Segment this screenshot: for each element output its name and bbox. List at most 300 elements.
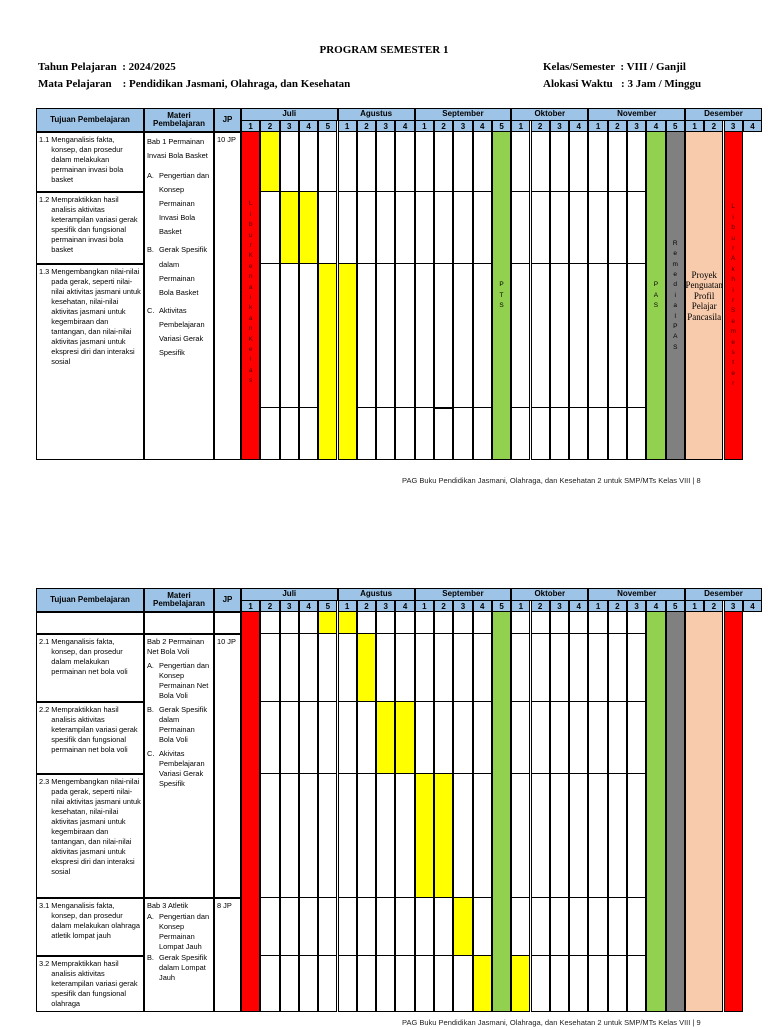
week-cell (415, 898, 434, 956)
week-cell (588, 702, 607, 774)
week-cell (531, 702, 550, 774)
materi-empty-row (144, 612, 214, 634)
week-cell (338, 956, 357, 1012)
week-block-yellow (260, 132, 279, 192)
week-cell (588, 408, 607, 460)
green-column (646, 612, 665, 1012)
libur-akhir-semester-label: L i b u r A k h i r S e m e s t e r (730, 203, 736, 388)
week-cell (608, 898, 627, 956)
week-cell (357, 408, 376, 460)
page-number: 8 (696, 476, 701, 485)
proyek-label: Proyek Penguatan Profil Pelajar Pancasila (685, 270, 723, 322)
jp-empty-row (214, 612, 241, 634)
week-block-yellow (338, 264, 357, 460)
week-cell (473, 612, 492, 634)
footer-page-1: PAG Buku Pendidikan Jasmani, Olahraga, dan Kesehatan 2 untuk SMP/MTs Kelas VIII | 8 (402, 476, 701, 485)
week-number: 3 (280, 120, 299, 132)
week-cell (280, 132, 299, 192)
footer-text: PAG Buku Pendidikan Jasmani, Olahraga, dan Kesehatan 2 untuk SMP/MTs Kelas VIII (402, 1018, 691, 1027)
tp-3-2 (36, 956, 144, 1012)
green-column (492, 612, 511, 1012)
week-cell (338, 702, 357, 774)
week-cell (357, 956, 376, 1012)
week-cell (588, 612, 607, 634)
week-block-yellow (299, 192, 318, 264)
week-cell (627, 702, 646, 774)
week-cell (376, 192, 395, 264)
week-cell (453, 132, 472, 192)
week-cell (395, 192, 414, 264)
week-cell (511, 192, 530, 264)
week-cell (434, 702, 453, 774)
week-cell (260, 774, 279, 898)
week-number: 1 (415, 600, 434, 612)
tp-number: 2.1 (39, 637, 50, 646)
week-number: 5 (492, 120, 511, 132)
week-block-yellow (318, 612, 337, 634)
week-cell (318, 634, 337, 702)
week-cell (415, 132, 434, 192)
week-cell (318, 132, 337, 192)
week-cell (531, 612, 550, 634)
week-number: 1 (511, 600, 530, 612)
week-cell (338, 192, 357, 264)
week-cell (511, 408, 530, 460)
month-header-juli: Juli (241, 588, 338, 601)
week-number: 4 (299, 600, 318, 612)
header-jp: JP (214, 108, 241, 132)
tp-number: 3.2 (39, 959, 50, 968)
week-cell (569, 774, 588, 898)
week-cell (453, 264, 472, 408)
week-cell (357, 898, 376, 956)
week-cell (376, 956, 395, 1012)
materi-item-letter: A. (147, 171, 154, 181)
week-number: 1 (241, 600, 260, 612)
week-number: 2 (357, 600, 376, 612)
month-header-agustus: Agustus (338, 108, 415, 121)
week-cell (608, 702, 627, 774)
week-number: 1 (338, 120, 357, 132)
week-number: 2 (434, 120, 453, 132)
week-number: 3 (453, 600, 472, 612)
week-number: 3 (724, 120, 743, 132)
week-cell (280, 634, 299, 702)
week-cell (260, 408, 279, 460)
week-cell (550, 264, 569, 408)
week-cell (550, 132, 569, 192)
header-tujuan: Tujuan Pembelajaran (36, 108, 144, 132)
week-block-yellow (280, 192, 299, 264)
week-cell (376, 264, 395, 408)
gray-column (666, 612, 685, 1012)
week-cell (280, 408, 299, 460)
week-cell (395, 264, 414, 408)
tp-number: 3.1 (39, 901, 50, 910)
week-cell (376, 898, 395, 956)
week-cell (550, 898, 569, 956)
week-cell (608, 408, 627, 460)
week-cell (608, 956, 627, 1012)
week-number: 2 (531, 120, 550, 132)
week-cell (531, 132, 550, 192)
week-cell (415, 192, 434, 264)
week-cell (608, 634, 627, 702)
week-cell (376, 612, 395, 634)
week-cell (260, 264, 279, 408)
week-number: 2 (531, 600, 550, 612)
week-cell (318, 192, 337, 264)
materi-bab-2 (144, 634, 214, 898)
week-cell (434, 192, 453, 264)
week-cell (627, 774, 646, 898)
week-cell (415, 264, 434, 408)
week-cell (318, 774, 337, 898)
week-cell (280, 612, 299, 634)
materi-bab-title: Bab 1 Permainan Invasi Bola Basket (147, 137, 208, 161)
week-cell (415, 702, 434, 774)
week-cell (299, 612, 318, 634)
month-header-november: November (588, 108, 685, 121)
week-cell (318, 702, 337, 774)
jp-bab-3: 8 JP (214, 898, 241, 1012)
header-materi: Materi Pembelajaran (144, 108, 214, 132)
materi-item-letter: C. (147, 748, 155, 758)
month-header-oktober: Oktober (511, 108, 588, 121)
week-number: 4 (743, 120, 762, 132)
materi-item (147, 912, 211, 952)
materi-item (147, 304, 211, 360)
week-cell (453, 192, 472, 264)
tp-text: Menganalisis fakta, konsep, dan prosedur dalam melakukan permainan net bola voli (51, 637, 128, 676)
week-cell (376, 774, 395, 898)
week-cell (511, 702, 530, 774)
week-number: 2 (434, 600, 453, 612)
week-number: 2 (608, 120, 627, 132)
week-cell (453, 634, 472, 702)
week-cell (453, 612, 472, 634)
tp-number: 2.2 (39, 705, 50, 714)
week-number: 3 (280, 600, 299, 612)
red-column (241, 612, 260, 1012)
week-cell (453, 702, 472, 774)
week-cell (531, 898, 550, 956)
week-number: 3 (376, 600, 395, 612)
week-number: 1 (685, 600, 704, 612)
week-number: 5 (666, 120, 685, 132)
week-cell (357, 192, 376, 264)
header-materi: Materi Pembelajaran (144, 588, 214, 612)
week-cell (473, 898, 492, 956)
month-header-september: September (415, 108, 512, 121)
week-cell (260, 898, 279, 956)
week-cell (531, 408, 550, 460)
week-cell (569, 264, 588, 408)
tp-text: Mengembangkan nilai-nilai pada gerak, seperti nilai-nilai aktivitas jasmani untuk kesehatan, nilai-nilai aktivitas jasmani untuk kegembiraan dan tantangan, dan nilai-nilai aktivitas jasmani untuk ekspresi diri dan interaksi sosial (51, 267, 141, 366)
week-cell (627, 264, 646, 408)
week-cell (280, 898, 299, 956)
kelas-semester: Kelas/Semester : VIII / Ganjil (543, 61, 686, 73)
week-cell (511, 774, 530, 898)
week-cell (299, 132, 318, 192)
materi-item-letter: B. (147, 245, 154, 255)
week-number: 2 (608, 600, 627, 612)
week-cell (453, 408, 472, 460)
week-cell (434, 132, 453, 192)
week-cell (550, 634, 569, 702)
materi-item (147, 705, 211, 745)
week-block-yellow (453, 898, 472, 956)
week-block-yellow (338, 612, 357, 634)
week-cell (357, 774, 376, 898)
week-cell (434, 956, 453, 1012)
week-cell (588, 132, 607, 192)
week-cell (627, 132, 646, 192)
week-cell (395, 774, 414, 898)
week-cell (473, 192, 492, 264)
week-cell (376, 132, 395, 192)
month-header-november: November (588, 588, 685, 601)
week-number: 4 (646, 120, 665, 132)
week-cell (357, 702, 376, 774)
materi-bab-1 (144, 132, 214, 460)
week-cell (395, 898, 414, 956)
week-number: 4 (473, 120, 492, 132)
week-cell (511, 264, 530, 408)
week-number: 5 (318, 600, 337, 612)
tp-number: 1.1 (39, 135, 50, 144)
week-cell (550, 192, 569, 264)
red-column (724, 612, 743, 1012)
week-block-yellow (357, 634, 376, 702)
week-cell (280, 774, 299, 898)
tp-2-3 (36, 774, 144, 898)
week-cell (473, 408, 492, 460)
materi-bab-title: Bab 3 Atletik (147, 901, 189, 910)
week-cell (531, 264, 550, 408)
week-cell (260, 702, 279, 774)
tp-text: Menganalisis fakta, konsep, dan prosedur dalam melakukan permainan invasi bola basket (51, 135, 124, 184)
week-cell (627, 956, 646, 1012)
week-cell (280, 956, 299, 1012)
jp-bab-1: 10 JP (214, 132, 241, 460)
week-number: 2 (260, 600, 279, 612)
week-cell (531, 192, 550, 264)
week-number: 3 (724, 600, 743, 612)
week-block-yellow (395, 702, 414, 774)
materi-item-letter: A. (147, 911, 154, 921)
month-header-juli: Juli (241, 108, 338, 121)
materi-item-text: Pengertian dan Konsep Permainan Net Bola Voli (159, 660, 210, 700)
week-cell (395, 634, 414, 702)
footer-text: PAG Buku Pendidikan Jasmani, Olahraga, dan Kesehatan 2 untuk SMP/MTs Kelas VIII (402, 476, 691, 485)
jp-bab-2: 10 JP (214, 634, 241, 898)
week-cell (608, 132, 627, 192)
materi-item-text: Pengertian dan Konsep Permainan Invasi Bola Basket (159, 171, 210, 237)
week-cell (588, 774, 607, 898)
week-number: 4 (395, 120, 414, 132)
week-cell (531, 956, 550, 1012)
header-jp: JP (214, 588, 241, 612)
tp-2-1 (36, 634, 144, 702)
week-cell (376, 408, 395, 460)
week-cell (260, 634, 279, 702)
week-number: 1 (588, 600, 607, 612)
week-cell (260, 612, 279, 634)
week-cell (415, 956, 434, 1012)
month-header-desember: Desember (685, 588, 762, 601)
week-number: 4 (569, 120, 588, 132)
week-block-yellow (434, 774, 453, 898)
week-cell (473, 774, 492, 898)
week-number: 5 (666, 600, 685, 612)
week-cell (473, 132, 492, 192)
week-cell (415, 612, 434, 634)
tp-2-2 (36, 702, 144, 774)
week-cell (550, 774, 569, 898)
week-number: 4 (473, 600, 492, 612)
week-cell (434, 408, 453, 460)
week-cell (588, 898, 607, 956)
materi-item-text: Aktivitas Pembelajaran Variasi Gerak Spesifik (159, 305, 205, 357)
week-cell (473, 634, 492, 702)
tp-number: 2.3 (39, 777, 50, 786)
peach-column (685, 612, 724, 1012)
week-number: 3 (627, 120, 646, 132)
materi-item-letter: C. (147, 305, 155, 315)
week-number: 1 (511, 120, 530, 132)
week-cell (569, 132, 588, 192)
materi-item (147, 661, 211, 701)
week-cell (453, 774, 472, 898)
week-block-yellow (376, 702, 395, 774)
week-cell (569, 702, 588, 774)
week-cell (627, 612, 646, 634)
week-number: 1 (415, 120, 434, 132)
week-number: 3 (550, 600, 569, 612)
week-cell (318, 956, 337, 1012)
materi-item-text: Akivitas Pembelajaran Variasi Gerak Spesifik (159, 748, 205, 788)
schedule-table-page-2 (36, 588, 755, 1012)
month-header-september: September (415, 588, 512, 601)
materi-item (147, 953, 211, 983)
week-number: 4 (395, 600, 414, 612)
materi-item (147, 169, 211, 239)
footer-page-2: PAG Buku Pendidikan Jasmani, Olahraga, dan Kesehatan 2 untuk SMP/MTs Kelas VIII | 9 (402, 1018, 701, 1027)
week-cell (569, 612, 588, 634)
materi-item-letter: B. (147, 952, 154, 962)
month-header-agustus: Agustus (338, 588, 415, 601)
tp-text: Menganalisis fakta, konsep, dan prosedur dalam melakukan olahraga atletik lompat jauh (51, 901, 141, 940)
week-cell (376, 634, 395, 702)
week-cell (338, 774, 357, 898)
week-number: 1 (685, 120, 704, 132)
week-cell (260, 956, 279, 1012)
week-cell (531, 634, 550, 702)
row-divider (434, 408, 453, 409)
header-tujuan: Tujuan Pembelajaran (36, 588, 144, 612)
tp-text: Mempraktikkan hasil analisis aktivitas keterampilan variasi gerak spesifik dan fungsional olahraga (51, 959, 138, 1008)
week-cell (299, 634, 318, 702)
week-number: 4 (646, 600, 665, 612)
libur-kenaikan-kelas-label: L i b u r K e n a i k a n K e l a s (248, 200, 253, 385)
week-cell (395, 132, 414, 192)
pts-label: P T S (499, 281, 504, 310)
week-cell (569, 192, 588, 264)
month-header-oktober: Oktober (511, 588, 588, 601)
tp-1-1 (36, 132, 144, 192)
mata-pelajaran: Mata Pelajaran : Pendidikan Jasmani, Olahraga, dan Kesehatan (38, 78, 351, 90)
week-cell (299, 774, 318, 898)
week-cell (338, 634, 357, 702)
pas-label: P A S (653, 281, 659, 310)
week-cell (415, 408, 434, 460)
week-cell (357, 612, 376, 634)
week-cell (338, 898, 357, 956)
week-cell (588, 634, 607, 702)
week-cell (299, 264, 318, 408)
week-cell (588, 264, 607, 408)
week-cell (608, 192, 627, 264)
week-cell (473, 702, 492, 774)
week-number: 1 (241, 120, 260, 132)
week-block-yellow (318, 264, 337, 460)
week-cell (608, 264, 627, 408)
week-cell (434, 612, 453, 634)
materi-item-text: Gerak Spesifik dalam Lompat Jauh (159, 952, 208, 982)
week-block-yellow (473, 956, 492, 1012)
week-cell (511, 898, 530, 956)
week-cell (569, 634, 588, 702)
week-cell (357, 264, 376, 408)
week-cell (260, 192, 279, 264)
month-header-desember: Desember (685, 108, 762, 121)
week-cell (338, 132, 357, 192)
week-number: 2 (260, 120, 279, 132)
tp-3-1 (36, 898, 144, 956)
week-number: 4 (569, 600, 588, 612)
week-cell (280, 264, 299, 408)
week-cell (299, 898, 318, 956)
week-cell (588, 192, 607, 264)
tp-text: Mengembangkan nilai-nilai pada gerak, seperti nilai-nilai aktivitas jasmani untuk kesehatan, nilai-nilai aktivitas jasmani untuk kegembiraan dan tantangan, dan nilai-nilai aktivitas jasmani untuk ekspresi diri dan interaksi sosial (51, 777, 141, 876)
week-cell (395, 612, 414, 634)
week-number: 3 (376, 120, 395, 132)
week-number: 3 (627, 600, 646, 612)
week-cell (453, 956, 472, 1012)
week-cell (627, 898, 646, 956)
week-cell (434, 634, 453, 702)
week-cell (473, 264, 492, 408)
week-number: 5 (318, 120, 337, 132)
week-cell (395, 956, 414, 1012)
materi-item-letter: A. (147, 660, 154, 670)
page-number: 9 (696, 1018, 701, 1027)
week-cell (357, 132, 376, 192)
week-block-yellow (415, 774, 434, 898)
week-cell (588, 956, 607, 1012)
week-cell (434, 898, 453, 956)
week-cell (569, 898, 588, 956)
week-cell (550, 408, 569, 460)
schedule-table-page-1 (36, 108, 755, 460)
week-cell (299, 702, 318, 774)
week-cell (318, 898, 337, 956)
materi-bab-title: Bab 2 Permainan Net Bola Voli (147, 637, 205, 656)
week-cell (395, 408, 414, 460)
materi-item-text: Gerak Spesifik dalam Permainan Bola Basket (159, 245, 208, 297)
week-cell (550, 612, 569, 634)
